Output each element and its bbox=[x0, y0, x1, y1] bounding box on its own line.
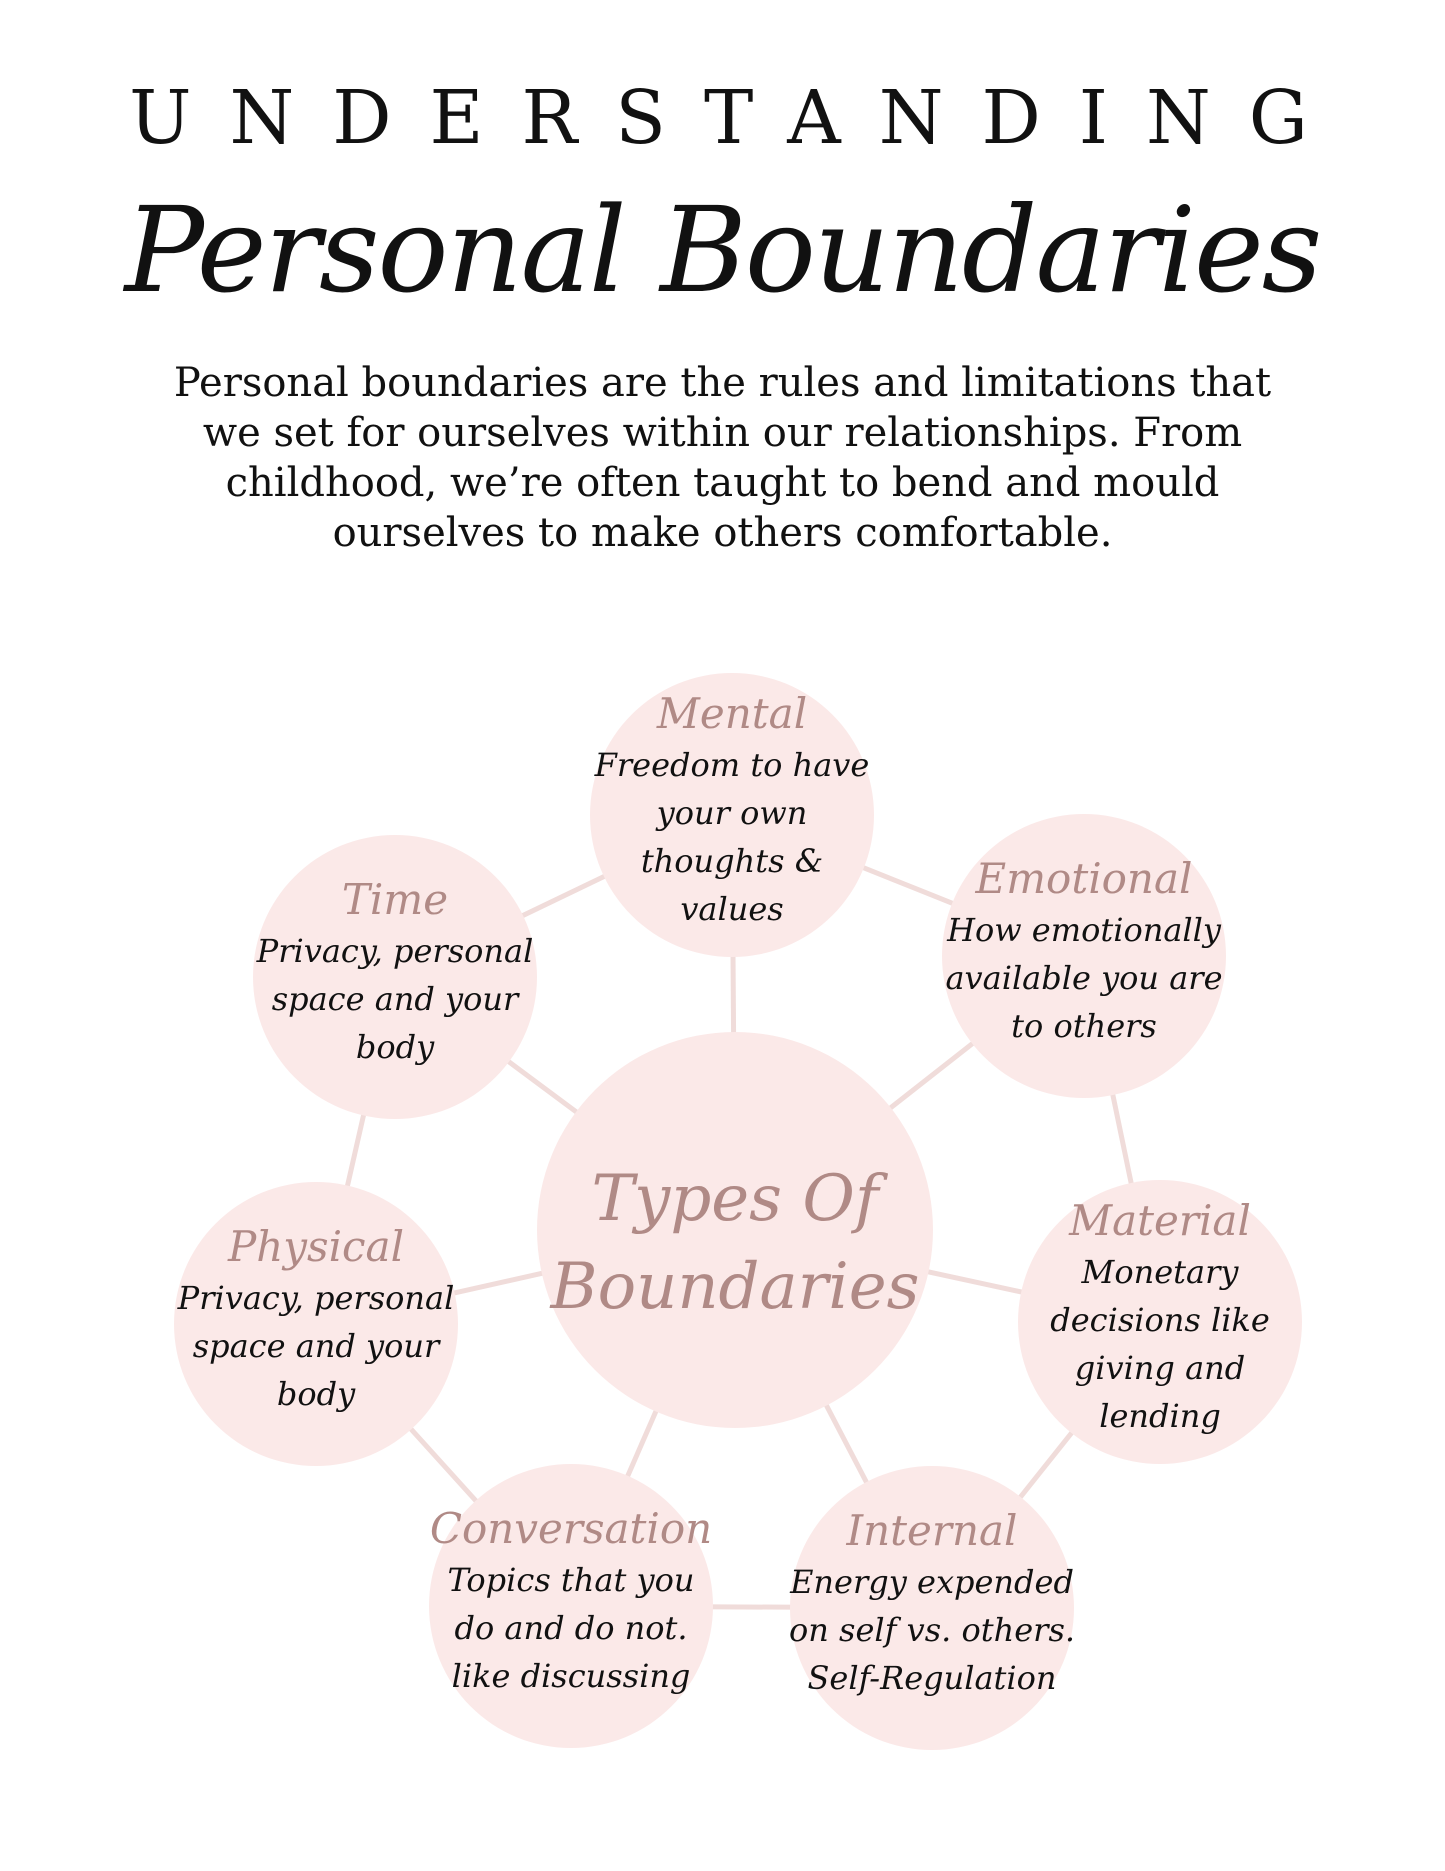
node-desc-line: giving and bbox=[1074, 1349, 1246, 1387]
center-node bbox=[537, 1032, 933, 1428]
node-desc-line: space and your bbox=[192, 1327, 440, 1365]
node-physical bbox=[174, 1182, 458, 1466]
node-desc-line: Privacy, personal bbox=[177, 1279, 455, 1317]
node-internal bbox=[789, 1466, 1075, 1750]
node-desc-line: your own bbox=[656, 794, 808, 832]
node-desc-line: thoughts & bbox=[640, 842, 824, 880]
page-title: Personal Boundaries bbox=[124, 181, 1321, 319]
node-desc-line: body bbox=[276, 1375, 356, 1413]
node-desc-line: Monetary bbox=[1081, 1253, 1239, 1291]
node-desc-line: do and do not. bbox=[454, 1609, 688, 1647]
node-desc-line: Energy expended bbox=[790, 1563, 1074, 1601]
node-desc-line: on self vs. others. bbox=[788, 1611, 1076, 1649]
node-desc-line: to others bbox=[1011, 1007, 1157, 1045]
node-material bbox=[1018, 1180, 1302, 1464]
node-desc-line: like discussing bbox=[451, 1657, 691, 1695]
node-desc-line: values bbox=[680, 890, 784, 928]
node-title-emotional: Emotional bbox=[975, 854, 1193, 903]
node-title-conversation: Conversation bbox=[429, 1504, 713, 1553]
node-title-physical: Physical bbox=[227, 1222, 405, 1271]
node-conversation bbox=[429, 1464, 713, 1748]
node-desc-line: Freedom to have bbox=[594, 746, 870, 784]
node-desc-line: Privacy, personal bbox=[256, 932, 534, 970]
node-title-mental: Mental bbox=[656, 689, 808, 738]
node-mental bbox=[590, 673, 874, 957]
eyebrow-heading: UNDERSTANDING bbox=[129, 75, 1346, 161]
node-desc-line: body bbox=[355, 1028, 435, 1066]
node-desc-line: How emotionally bbox=[947, 911, 1221, 949]
node-desc-line: space and your bbox=[271, 980, 519, 1018]
node-desc-line: decisions like bbox=[1050, 1301, 1270, 1339]
node-desc-line: Topics that you bbox=[447, 1561, 695, 1599]
node-emotional bbox=[942, 814, 1226, 1098]
center-title-line: Boundaries bbox=[550, 1250, 920, 1324]
diagram-nodes bbox=[174, 673, 1302, 1750]
node-desc-line: lending bbox=[1099, 1397, 1221, 1435]
intro-paragraph: Personal boundaries are the rules and limitations that we set for ourselves within our relationships. From childhood, we’re often taught to bend and mould ourselves to make others comfortable. bbox=[173, 360, 1272, 556]
node-desc-line: Self-Regulation bbox=[807, 1659, 1057, 1697]
node-time bbox=[253, 835, 537, 1119]
node-title-material: Material bbox=[1069, 1196, 1251, 1245]
node-title-time: Time bbox=[341, 875, 449, 924]
node-title-internal: Internal bbox=[846, 1506, 1018, 1555]
center-title-line: Types Of bbox=[591, 1162, 879, 1236]
node-desc-line: available you are bbox=[945, 959, 1223, 997]
